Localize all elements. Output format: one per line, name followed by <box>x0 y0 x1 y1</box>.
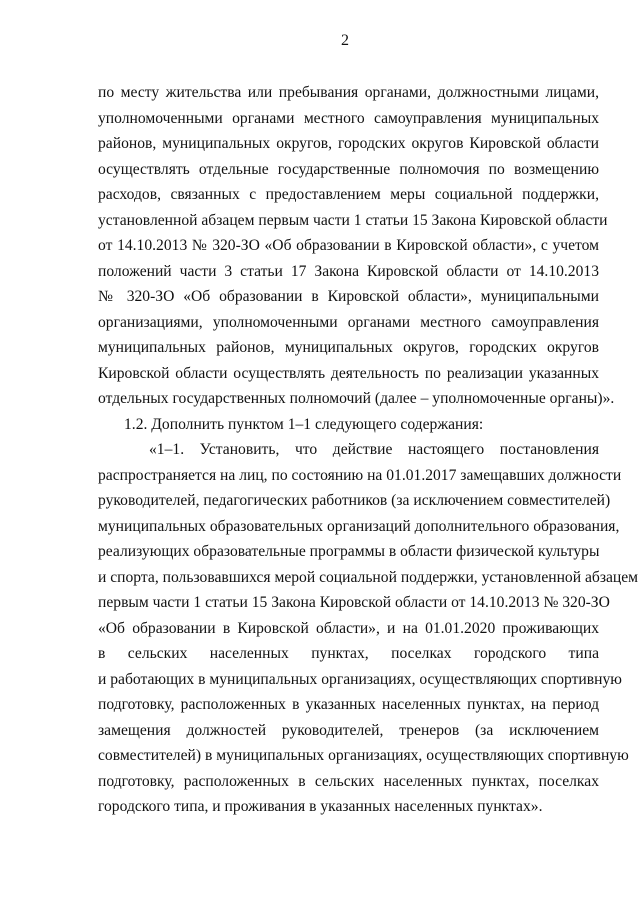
text-line: реализующих образовательные программы в области физической культуры <box>98 543 600 560</box>
section-heading-1-2: 1.2. Дополнить пунктом 1–1 следующего содержания: <box>124 415 484 433</box>
text-line: первым части 1 статьи 15 Закона Кировской области от 14.10.2013 № 320-ЗО <box>98 594 610 611</box>
text-line: Кировской области осуществлять деятельность по реализации указанных <box>98 364 599 382</box>
page-number: 2 <box>341 32 349 49</box>
text-line: осуществлять отдельные государственные полномочия по возмещению <box>98 160 599 178</box>
document-body <box>98 80 639 820</box>
text-line: уполномоченными органами местного самоуправления муниципальных <box>98 109 599 127</box>
text-line: совместителей) в муниципальных организациях, осуществляющих спортивную <box>98 747 629 764</box>
text-line: замещения должностей руководителей, тренеров (за исключением <box>98 721 599 739</box>
text-line: и работающих в муниципальных организациях, осуществляющих спортивную <box>98 670 622 688</box>
text-line: и спорта, пользовавшихся мерой социальной поддержки, установленной абзацем <box>98 568 639 586</box>
text-line: распространяется на лиц, по состоянию на 01.01.2017 замещавших должности <box>98 466 622 484</box>
text-line: районов, муниципальных округов, городских округов Кировской области <box>98 135 599 152</box>
text-line: расходов, связанных с предоставлением меры социальной поддержки, <box>98 186 599 203</box>
text-line: «Об образовании в Кировской области», и на 01.01.2020 проживающих <box>98 619 599 637</box>
text-line: организациями, уполномоченными органами местного самоуправления <box>98 313 599 331</box>
text-line: положений части 3 статьи 17 Закона Кировской области от 14.10.2013 <box>98 262 599 280</box>
text-line: подготовку, расположенных в указанных населенных пунктах, на период <box>98 696 599 713</box>
text-line: городского типа, и проживания в указанных населенных пунктах». <box>98 798 543 815</box>
text-line: установленной абзацем первым части 1 статьи 15 Закона Кировской области <box>98 211 608 229</box>
text-line: подготовку, расположенных в сельских населенных пунктах, поселках <box>98 772 599 790</box>
text-line: № 320-ЗО «Об образовании в Кировской области», муниципальными <box>98 288 599 305</box>
text-line: от 14.10.2013 № 320-ЗО «Об образовании в Кировской области», с учетом <box>98 237 599 254</box>
text-line: в сельских населенных пунктах, поселках городского типа <box>98 645 599 662</box>
text-line: по месту жительства или пребывания органами, должностными лицами, <box>98 84 599 101</box>
text-line: отдельных государственных полномочий (далее – уполномоченные органы)». <box>98 390 615 407</box>
text-line: муниципальных образовательных организаций дополнительного образования, <box>98 517 620 535</box>
text-line: «1–1. Установить, что действие настоящего постановления <box>149 441 599 458</box>
text-line: руководителей, педагогических работников (за исключением совместителей) <box>98 492 611 509</box>
text-line: муниципальных районов, муниципальных округов, городских округов <box>98 339 599 356</box>
